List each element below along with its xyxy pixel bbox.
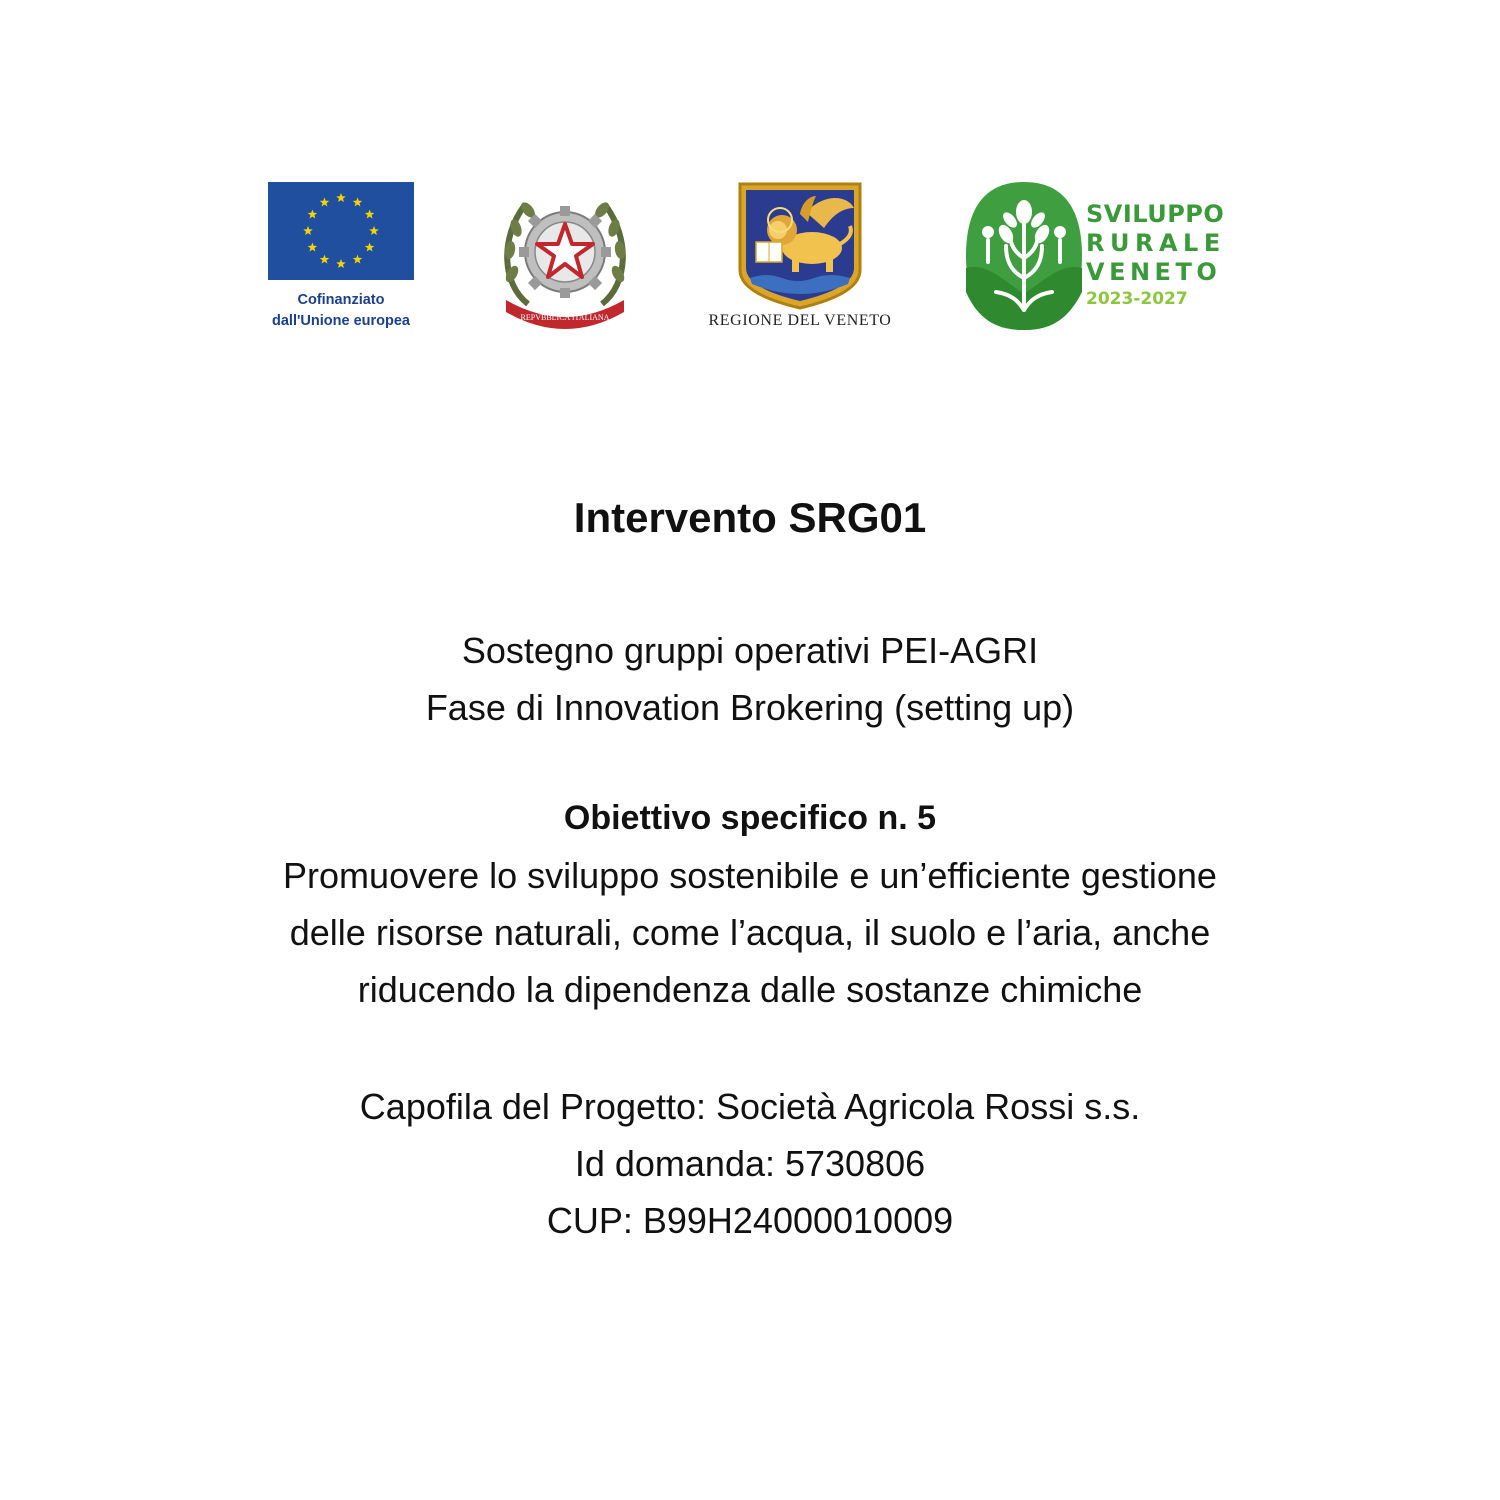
subtitle-block <box>0 622 1500 736</box>
objective-block <box>0 790 1500 1018</box>
sviluppo-rurale-veneto-logo <box>966 182 1256 332</box>
italian-republic-emblem <box>498 184 632 334</box>
regione-veneto-logo <box>700 182 900 334</box>
lion-of-saint-mark-icon <box>736 182 864 310</box>
tree-icon <box>966 182 1082 330</box>
italian-emblem-icon <box>498 184 632 334</box>
sviluppo-rurale-text <box>1086 200 1246 311</box>
srv-line3: VENETO <box>1086 258 1222 286</box>
cup-code: CUP: B99H24000010009 <box>546 1200 954 1241</box>
subtitle-line2: Fase di Innovation Brokering (setting up) <box>425 687 1075 728</box>
eu-flag-icon <box>268 182 414 280</box>
project-info-block <box>0 1078 1500 1249</box>
objective-title: Obiettivo specifico n. 5 <box>563 799 937 837</box>
srv-line2: RURALE <box>1086 229 1226 257</box>
subtitle-line1: Sostegno gruppi operativi PEI-AGRI <box>461 630 1039 671</box>
application-id: Id domanda: 5730806 <box>574 1143 926 1184</box>
eu-cofinanced-logo <box>246 180 436 340</box>
page-title: Intervento SRG01 <box>573 494 927 541</box>
objective-line1: Promuovere lo sviluppo sostenibile e un’efficiente gestione <box>283 855 1217 896</box>
eu-caption-line2: dall'Unione europea <box>272 313 410 329</box>
eu-logo-caption <box>246 290 436 332</box>
objective-line2: delle risorse naturali, come l’acqua, il suolo e l’aria, anche <box>289 912 1211 953</box>
srv-line1: SVILUPPO <box>1086 200 1225 228</box>
eu-caption-line1: Cofinanziato <box>297 292 385 308</box>
objective-line3: riducendo la dipendenza dalle sostanze chimiche <box>357 969 1143 1010</box>
srv-line4: 2023-2027 <box>1086 289 1188 309</box>
italian-ribbon-text: REPVBBLICA ITALIANA <box>520 313 610 322</box>
project-leader: Capofila del Progetto: Società Agricola Rossi s.s. <box>359 1086 1141 1127</box>
regione-veneto-caption: REGIONE DEL VENETO <box>708 312 892 329</box>
